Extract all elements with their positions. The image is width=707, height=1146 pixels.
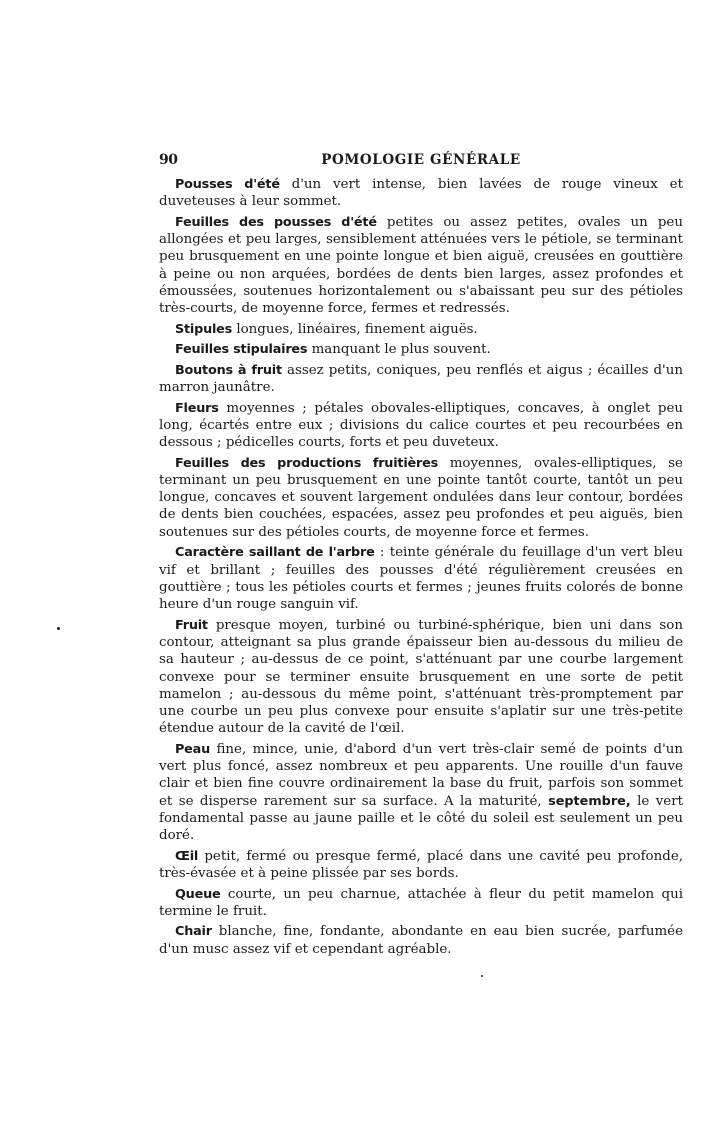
entry-oeil	[159, 848, 683, 883]
maturity-month: septembre,	[548, 793, 631, 809]
entry-pousses-d-ete	[159, 176, 683, 211]
entry-term: Queue	[175, 886, 221, 902]
entry-term: Feuilles des productions fruitières	[175, 455, 438, 471]
entry-text: d'un vert intense, bien lavées de rouge vineux et duveteuses à leur sommet.	[159, 177, 683, 210]
entry-term: Œil	[175, 848, 199, 864]
entry-term: Feuilles stipulaires	[175, 342, 308, 358]
entry-text: : teinte générale du feuillage d'un vert bleu vif et brillant ; feuilles des pousses d'été régulièrement creusées en gouttière ; tous les pétioles courts et fermes ; jeunes fruits colorés de bonne heure d'un rouge sanguin vif.	[159, 545, 683, 613]
entry-term: Pousses d'été	[175, 177, 280, 192]
entry-text: manquant le plus souvent.	[307, 342, 491, 358]
entry-text: fine, mince, unie, d'abord d'un vert très-clair semé de points d'un vert plus foncé, assez nombreux et peu apparents. Une rouille d'un fauve clair et bien fine couvre ordinairement la base du fruit, parfois son sommet et se disperse rarement sur sa surface. A la maturité,	[159, 741, 683, 809]
page-number: 90	[159, 152, 178, 168]
entry-feuilles-des-productions	[159, 455, 683, 541]
scan-speck	[481, 975, 483, 977]
entry-term: Boutons à fruit	[175, 362, 282, 378]
entry-fleurs	[159, 400, 683, 452]
scan-speck	[57, 627, 60, 630]
entry-term: Feuilles des pousses d'été	[175, 214, 377, 230]
entry-text: moyennes, ovales-elliptiques, se terminant un peu brusquement en une pointe tantôt courte, tantôt un peu longue, concaves et souvent largement ondulées dans leur contour, bordées de dents bien couchées, espacées, assez peu profondes et peu aiguës, bien soutenues sur des pétioles courts, de moyenne force et fermes.	[159, 455, 683, 540]
entry-text: blanche, fine, fondante, abondante en eau bien sucrée, parfumée d'un musc assez vif et cependant agréable.	[159, 924, 683, 957]
entry-text: courte, un peu charnue, attachée à fleur du petit mamelon qui termine le fruit.	[159, 886, 683, 919]
running-title: POMOLOGIE GÉNÉRALE	[321, 152, 521, 168]
entry-stipules	[159, 321, 683, 338]
entry-text-after: le vert fondamental passe au jaune paille et le côté du soleil est seulement un peu doré.	[159, 793, 683, 844]
entry-caractere-saillant	[159, 544, 683, 613]
entry-term: Fruit	[175, 617, 208, 633]
entry-feuilles-des-pousses	[159, 214, 683, 318]
entry-queue	[159, 886, 683, 921]
running-head	[159, 150, 683, 172]
entry-term: Fleurs	[175, 400, 219, 416]
entry-peau	[159, 741, 683, 845]
entry-text: petites ou assez petites, ovales un peu allongées et peu larges, sensiblement atténuées vers le pétiole, se terminant peu brusquement en une pointe longue et bien aiguë, creusées en gouttière à peine ou non arquées, bordées de dents bien larges, assez profondes et émoussées, soutenues horizontalement ou s'abaissant peu sur des pétioles très-courts, de moyenne force, fermes et redressés.	[159, 214, 683, 317]
entry-term: Peau	[175, 741, 211, 757]
entry-text: moyennes ; pétales obovales-elliptiques, concaves, à onglet peu long, écartés entre eux ; divisions du calice courtes et peu recourbées en dessous ; pédicelles courts, forts et peu duveteux.	[159, 400, 683, 451]
entry-text: assez petits, coniques, peu renflés et aigus ; écailles d'un marron jaunâtre.	[159, 362, 683, 396]
entry-boutons-a-fruit	[159, 362, 683, 397]
entry-text: presque moyen, turbiné ou turbiné-sphérique, bien uni dans son contour, atteignant sa plus grande épaisseur bien au-dessous du milieu de sa hauteur ; au-dessus de ce point, s'atténuant par une courbe largement convexe pour se terminer ensuite brusquement en une sorte de petit mamelon ; au-dessous du même point, s'atténuant très-promptement par une courbe un peu plus convexe pour ensuite s'aplatir sur une très-petite étendue autour de la cavité de l'œil.	[159, 617, 683, 737]
entry-term: Caractère saillant de l'arbre	[175, 545, 375, 561]
entry-text: petit, fermé ou presque fermé, placé dans une cavité peu profonde, très-évasée et à peine plissée par ses bords.	[159, 848, 683, 882]
entry-term: Stipules	[175, 321, 233, 337]
entry-text: longues, linéaires, finement aiguës.	[232, 321, 478, 337]
entry-chair	[159, 923, 683, 958]
entry-fruit	[159, 617, 683, 738]
book-page	[159, 150, 683, 961]
entry-term: Chair	[175, 924, 212, 940]
entry-feuilles-stipulaires	[159, 341, 683, 358]
